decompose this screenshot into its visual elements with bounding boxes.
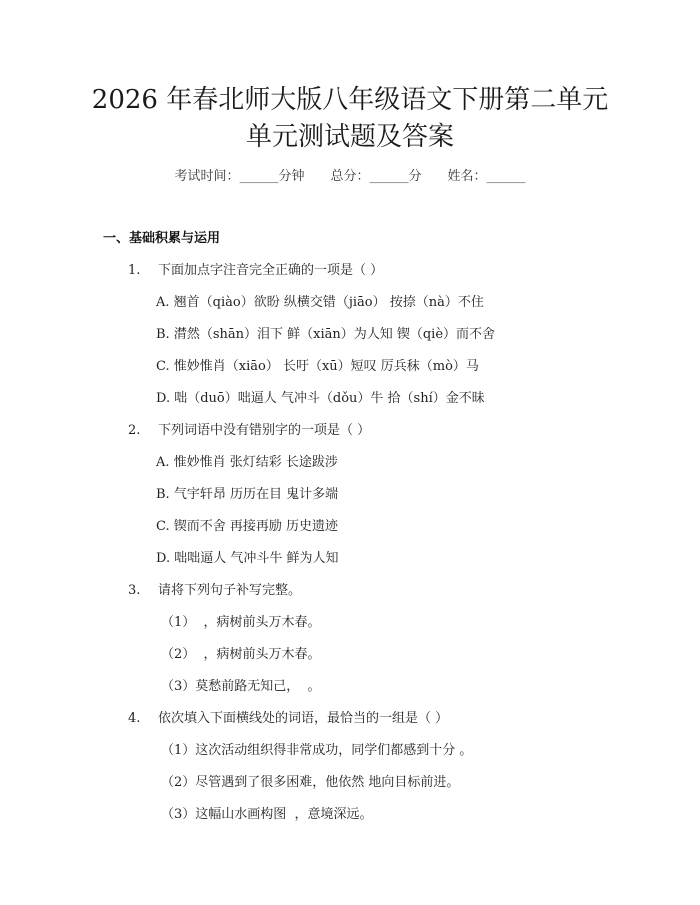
question-text: 依次填入下面横线处的词语，最恰当的一组是（ ） bbox=[158, 711, 449, 726]
question-text: 下面加点字注音完全正确的一项是（ ） bbox=[158, 263, 384, 278]
document-title-line1: 2026 年春北师大版八年级语文下册第二单元 bbox=[91, 85, 609, 115]
question-2-option-c: C. 锲而不舍 再接再励 历史遗迹 bbox=[156, 519, 339, 534]
question-3 bbox=[128, 582, 301, 600]
question-4-item-1: （1）这次活动组织得非常成功，同学们都感到十分 。 bbox=[161, 743, 473, 758]
question-2-option-a: A. 惟妙惟肖 张灯结彩 长途跋涉 bbox=[156, 455, 338, 470]
question-3-item-3: （3）莫愁前路无知己， 。 bbox=[161, 679, 321, 694]
question-2-option-d: D. 咄咄逼人 气冲斗牛 鲜为人知 bbox=[156, 551, 339, 566]
question-number: 1. bbox=[128, 263, 141, 278]
exam-meta bbox=[0, 168, 700, 186]
question-4-item-3: （3）这幅山水画构图 ，意境深远。 bbox=[161, 807, 373, 822]
exam-time-label: 考试时间：______分钟 bbox=[174, 169, 305, 184]
question-number: 4. bbox=[128, 711, 141, 726]
question-1-option-d: D. 咄（duō）咄逼人 气冲斗（dǒu）牛 拾（shí）金不昧 bbox=[156, 391, 485, 406]
question-2-option-b: B. 气宇轩昂 历历在目 鬼计多端 bbox=[156, 487, 339, 502]
question-number: 2. bbox=[128, 423, 141, 438]
question-1-option-c: C. 惟妙惟肖（xiāo） 长吁（xū）短叹 厉兵秣（mò）马 bbox=[156, 359, 479, 374]
question-3-item-2: （2） ，病树前头万木春。 bbox=[161, 647, 321, 662]
question-2 bbox=[128, 422, 370, 440]
question-3-item-1: （1） ，病树前头万木春。 bbox=[161, 615, 321, 630]
document-title-line2: 单元测试题及答案 bbox=[245, 122, 454, 152]
question-text: 下列词语中没有错别字的一项是（ ） bbox=[158, 423, 371, 438]
exam-score-label: 总分：______分 bbox=[330, 169, 422, 184]
question-number: 3. bbox=[128, 583, 141, 598]
question-text: 请将下列句子补写完整。 bbox=[158, 583, 302, 598]
exam-name-label: 姓名：______ bbox=[447, 169, 526, 184]
question-4 bbox=[128, 710, 448, 728]
section-title: 一、基础积累与运用 bbox=[103, 231, 221, 246]
question-1 bbox=[128, 262, 383, 280]
question-1-option-a: A. 翘首（qiào）欲盼 纵横交错（jiāo） 按捺（nà）不住 bbox=[156, 295, 484, 310]
question-4-item-2: （2）尽管遇到了很多困难，他依然 地向目标前进。 bbox=[161, 775, 460, 790]
question-1-option-b: B. 潸然（shān）泪下 鲜（xiān）为人知 锲（qiè）而不舍 bbox=[156, 327, 496, 342]
